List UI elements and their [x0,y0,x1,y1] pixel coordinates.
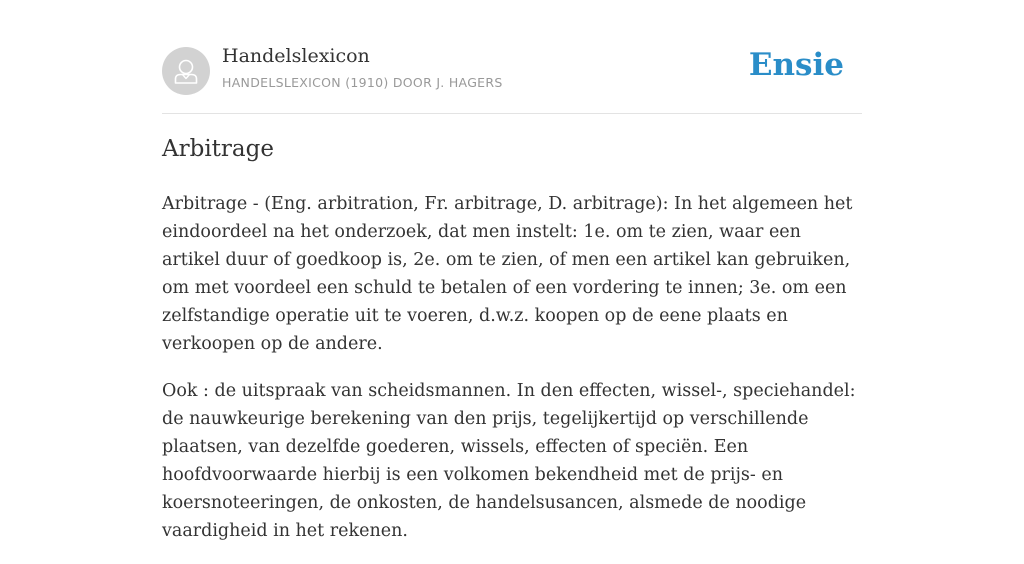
source-avatar[interactable] [162,47,210,95]
article-paragraph: Arbitrage - (Eng. arbitration, Fr. arbitrage, D. arbitrage): In het algemeen het eindoordeel na het onderzoek, dat men instelt: 1e. om te zien, waar een artikel duur of goedkoop is, 2e. om te zien, of men een artikel kan gebruiken, om met voordeel een schuld te betalen of een vordering te innen; 3e. om een zelfstandige operatie uit te voeren, d.w.z. koopen op de eene plaats en verkoopen op de andere. [162,194,853,354]
source-name-link[interactable]: Handelslexicon [222,45,370,67]
source-subtitle: HANDELSLEXICON (1910) DOOR J. HAGERS [222,75,503,90]
user-outline-icon [162,47,210,95]
article-container [162,0,862,541]
article-title: Arbitrage [162,136,274,162]
article-paragraph: Ook : de uitspraak van scheidsmannen. In den effecten, wissel-, speciehandel: de nauwkeurige berekening van den prijs, tegelijkertijd op verschillende plaatsen, van dezelfde goederen, wissels, effecten of speciën. Een hoofdvoorwaarde hierbij is een volkomen bekendheid met de prijs- en koersnoteeringen, de onkosten, de handelsusancen, alsmede de noodige vaardigheid in het rekenen. [162,381,856,541]
article-body [162,190,862,564]
brand-logo-link[interactable]: Ensie [748,47,844,83]
source-header [162,0,862,114]
